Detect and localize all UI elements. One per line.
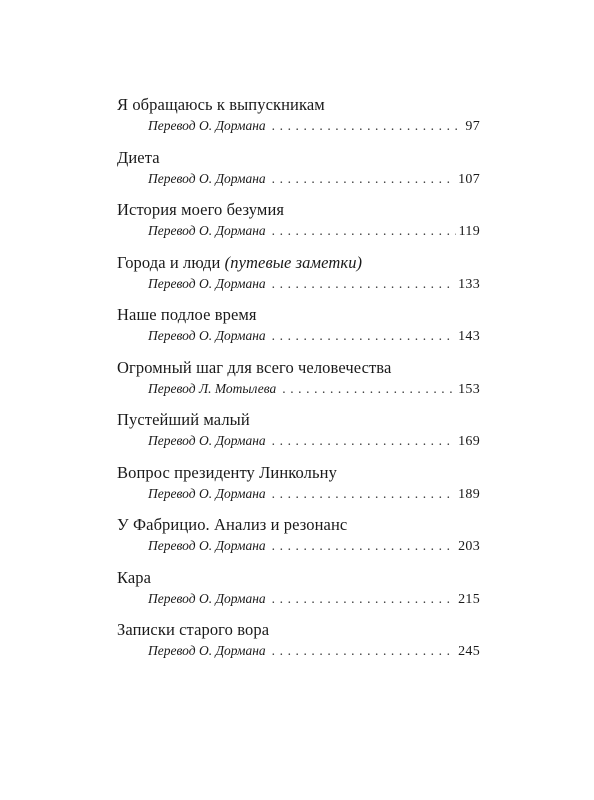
toc-entry[interactable] — [117, 358, 480, 411]
toc-entry[interactable] — [117, 305, 480, 358]
toc-entry[interactable] — [117, 568, 480, 621]
entry-translator-line — [148, 170, 480, 189]
entry-translator: Перевод О. Дормана — [148, 275, 266, 291]
dot-leader — [272, 327, 455, 345]
entry-title: Наше подлое время — [117, 305, 257, 324]
entry-translator: Перевод О. Дормана — [148, 328, 266, 343]
dot-leader — [272, 117, 463, 135]
entry-translator-line — [148, 117, 480, 136]
entry-page-number: 133 — [458, 276, 480, 292]
toc-entry[interactable] — [117, 253, 480, 306]
dot-leader — [272, 432, 455, 450]
table-of-contents — [117, 95, 480, 673]
entry-translator: Перевод О. Дормана — [148, 170, 266, 186]
entry-title: Огромный шаг для всего человечества — [117, 357, 392, 377]
toc-entry[interactable] — [117, 410, 480, 463]
entry-translator: Перевод О. Дормана — [148, 538, 266, 553]
entry-translator-line — [148, 222, 480, 241]
entry-page-number: 119 — [458, 224, 480, 239]
entry-title: История моего безумия — [117, 200, 285, 219]
toc-entry[interactable] — [117, 515, 480, 568]
entry-title: Диета — [117, 147, 160, 167]
entry-translator-line — [148, 537, 480, 556]
entry-translator-line — [148, 327, 480, 346]
dot-leader — [272, 590, 455, 608]
toc-entry[interactable] — [117, 463, 480, 516]
entry-page-number: 107 — [458, 171, 480, 187]
entry-page-number: 97 — [465, 119, 480, 134]
entry-title: Пустейший малый — [117, 410, 250, 429]
entry-page-number: 143 — [458, 329, 480, 344]
entry-translator: Перевод О. Дормана — [148, 433, 266, 448]
toc-entry[interactable] — [117, 200, 480, 253]
dot-leader — [272, 222, 456, 240]
entry-translator: Перевод Л. Мотылева — [148, 380, 277, 396]
dot-leader — [282, 380, 455, 398]
entry-translator-line — [148, 432, 480, 451]
entry-page-number: 189 — [458, 486, 480, 502]
entry-title: Записки старого вора — [117, 620, 270, 639]
entry-translator: Перевод О. Дормана — [148, 643, 266, 658]
entry-title: У Фабрицио. Анализ и резонанс — [117, 515, 348, 534]
dot-leader — [272, 485, 455, 503]
entry-page-number: 203 — [458, 539, 480, 554]
dot-leader — [272, 642, 455, 660]
entry-translator: Перевод О. Дормана — [148, 118, 266, 133]
toc-entry[interactable] — [117, 148, 480, 201]
entry-translator-line — [148, 642, 480, 661]
dot-leader — [272, 537, 455, 555]
entry-translator-line — [148, 275, 480, 294]
entry-translator: Перевод О. Дормана — [148, 590, 266, 606]
entry-title: Кара — [117, 567, 152, 587]
entry-page-number: 245 — [458, 644, 480, 659]
entry-translator: Перевод О. Дормана — [148, 223, 266, 238]
toc-entry[interactable] — [117, 95, 480, 148]
entry-page-number: 169 — [458, 434, 480, 449]
entry-page-number: 215 — [458, 591, 480, 607]
entry-title-note: (путевые заметки) — [224, 252, 363, 272]
dot-leader — [272, 170, 455, 188]
entry-page-number: 153 — [458, 381, 480, 397]
entry-title: Я обращаюсь к выпускникам — [117, 95, 325, 114]
entry-translator-line — [148, 380, 480, 399]
entry-translator: Перевод О. Дормана — [148, 485, 266, 501]
toc-entry[interactable] — [117, 620, 480, 673]
dot-leader — [272, 275, 455, 293]
entry-title: Города и люди (путевые заметки) — [117, 252, 363, 272]
entry-title: Вопрос президенту Линкольну — [117, 462, 337, 482]
entry-translator-line — [148, 485, 480, 504]
entry-translator-line — [148, 590, 480, 609]
